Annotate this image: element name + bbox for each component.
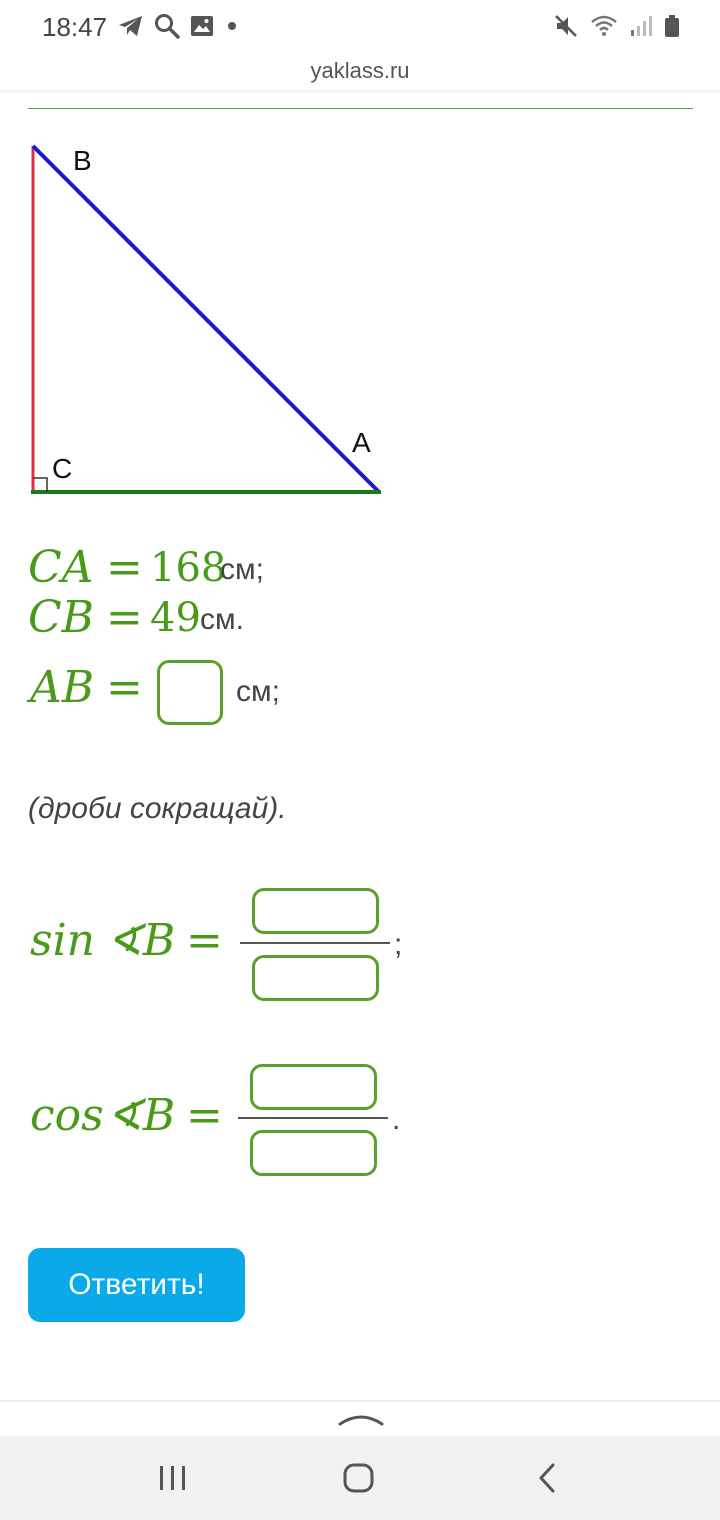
- bottom-separator: [0, 1400, 720, 1402]
- url-text[interactable]: yaklass.ru: [310, 58, 410, 83]
- cos-terminator: .: [392, 1103, 401, 1136]
- cb-equals: =: [106, 592, 143, 643]
- browser-url-bar[interactable]: [0, 56, 720, 90]
- sin-terminator: ;: [394, 928, 403, 961]
- home-icon[interactable]: [342, 1462, 376, 1494]
- chevron-up-icon[interactable]: [338, 1410, 384, 1428]
- cb-label: CB: [28, 592, 94, 643]
- right-angle-mark: [33, 478, 47, 492]
- ab-answer-input[interactable]: [157, 660, 223, 725]
- hypotenuse-ab: [33, 146, 379, 492]
- sin-label: sin: [30, 915, 95, 966]
- ab-unit: см;: [236, 675, 280, 708]
- image-icon: [190, 15, 214, 42]
- cb-unit: см.: [200, 603, 244, 636]
- vertex-label-a: A: [352, 427, 371, 458]
- cos-numerator-input[interactable]: [250, 1064, 377, 1110]
- sin-fraction-line: [240, 942, 390, 944]
- ab-equals: =: [106, 662, 143, 713]
- back-icon[interactable]: [535, 1462, 559, 1494]
- sin-numerator-input[interactable]: [252, 888, 379, 934]
- sin-denominator-input[interactable]: [252, 955, 379, 1001]
- status-icons-right: [554, 14, 680, 42]
- signal-icon: [630, 14, 652, 43]
- ca-equals: =: [106, 542, 143, 593]
- hint-text: (дроби сокращай).: [28, 792, 287, 825]
- submit-answer-button[interactable]: Ответить!: [28, 1248, 245, 1322]
- ca-value: 168: [150, 545, 227, 591]
- status-icons-left: [118, 14, 240, 42]
- cos-equals: =: [186, 1090, 223, 1141]
- search-icon: [154, 13, 180, 44]
- battery-icon: [664, 14, 680, 43]
- ca-unit: см;: [220, 553, 264, 586]
- cos-label: cos: [30, 1090, 104, 1141]
- recent-apps-icon[interactable]: [157, 1464, 189, 1492]
- telegram-icon: [118, 14, 144, 43]
- triangle-diagram: [20, 130, 400, 510]
- cos-angle: ∢B: [106, 1090, 176, 1141]
- cb-value: 49: [150, 595, 201, 641]
- cos-fraction-line: [238, 1117, 388, 1119]
- section-divider: [28, 108, 693, 109]
- ca-label: CA: [28, 542, 94, 593]
- vertex-label-c: C: [52, 453, 73, 484]
- status-bar: [0, 0, 720, 56]
- wifi-icon: [590, 14, 618, 43]
- ab-label: AB: [30, 662, 95, 713]
- status-time: 18:47: [42, 12, 108, 42]
- system-nav-bar: [0, 1436, 720, 1520]
- mute-icon: [554, 14, 578, 43]
- dot-icon: [224, 18, 240, 39]
- sin-equals: =: [186, 915, 223, 966]
- sin-angle: ∢B: [106, 915, 176, 966]
- cos-denominator-input[interactable]: [250, 1130, 377, 1176]
- vertex-label-b: B: [73, 145, 92, 176]
